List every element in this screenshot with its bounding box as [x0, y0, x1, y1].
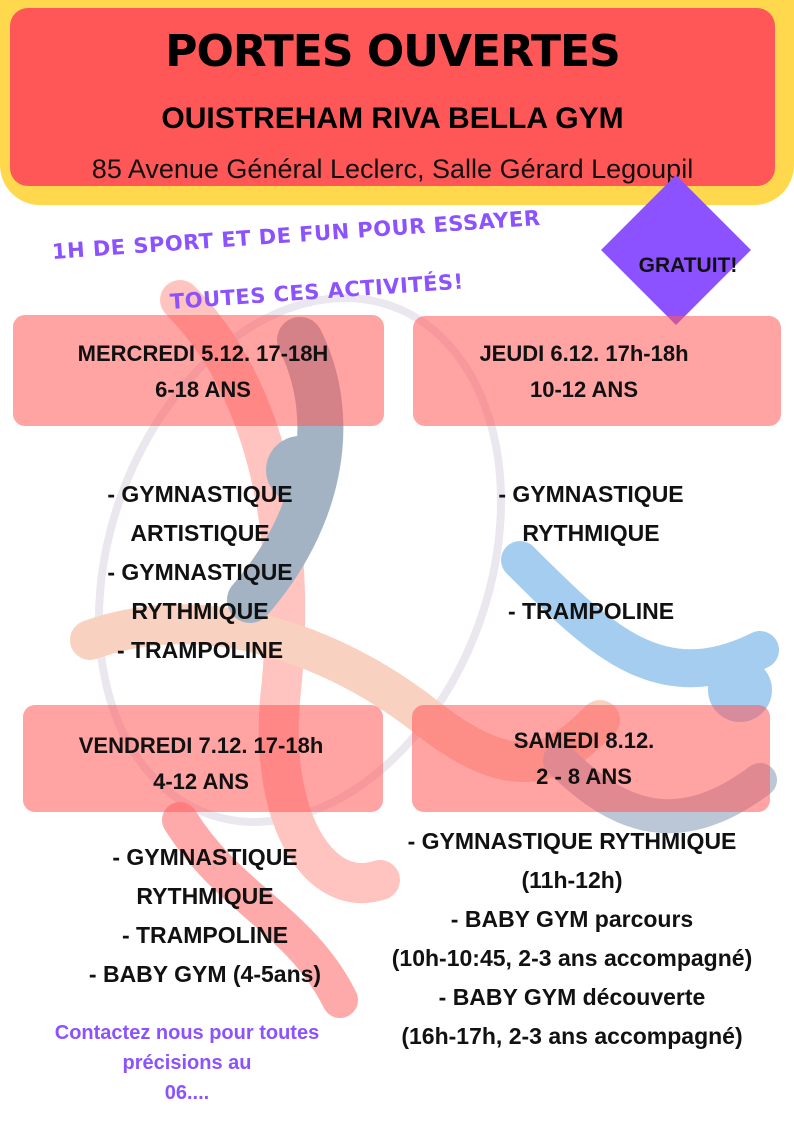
- activities-saturday: [355, 822, 789, 1056]
- activity-line: [398, 553, 784, 592]
- session-header-saturday: [398, 723, 770, 795]
- session-header-wednesday: [13, 336, 393, 408]
- activities-thursday: [398, 475, 784, 631]
- free-badge-label: GRATUIT!: [638, 254, 738, 277]
- session-ages: 6-18 ANS: [155, 377, 251, 402]
- slogan-line-2: TOUTES CES ACTIVITÉS!: [169, 269, 465, 314]
- contact-phone: 06....: [164, 1082, 210, 1104]
- slogan-line-1: 1H DE SPORT ET DE FUN POUR ESSAYER: [51, 205, 542, 264]
- session-day: MERCREDI 5.12. 17-18H: [77, 341, 329, 366]
- activity-line: - BABY GYM découverte: [438, 984, 706, 1010]
- activity-line: RYTHMIQUE: [131, 598, 269, 624]
- contact-line-1: Contactez nous pour toutes: [54, 1022, 320, 1044]
- activity-line: - GYMNASTIQUE: [107, 481, 293, 507]
- activities-wednesday: [15, 475, 385, 670]
- activity-line: - BABY GYM parcours: [450, 906, 694, 932]
- contact-line-2: précisions au: [122, 1052, 252, 1074]
- activity-line: - TRAMPOLINE: [507, 598, 675, 624]
- session-header-friday: [23, 728, 379, 800]
- page-title: PORTES OUVERTES: [165, 26, 620, 77]
- session-day: JEUDI 6.12. 17h-18h: [479, 341, 689, 366]
- activity-line: ARTISTIQUE: [130, 520, 270, 546]
- session-header-thursday: [398, 336, 770, 408]
- activity-line: (11h-12h): [521, 867, 623, 893]
- activity-line: (10h-10:45, 2-3 ans accompagné): [391, 945, 753, 971]
- activity-line: - TRAMPOLINE: [121, 922, 289, 948]
- activity-line: - GYMNASTIQUE: [107, 559, 293, 585]
- session-ages: 10-12 ANS: [529, 377, 638, 402]
- activity-line: - GYMNASTIQUE: [112, 844, 298, 870]
- session-ages: 2 - 8 ANS: [536, 764, 632, 789]
- activity-line: RYTHMIQUE: [136, 883, 274, 909]
- activity-line: - TRAMPOLINE: [116, 637, 284, 663]
- activity-line: - GYMNASTIQUE RYTHMIQUE: [407, 828, 737, 854]
- club-name: OUISTREHAM RIVA BELLA GYM: [161, 102, 624, 135]
- session-ages: 4-12 ANS: [153, 769, 249, 794]
- session-day: SAMEDI 8.12.: [513, 728, 655, 753]
- contact-info: [22, 1018, 352, 1108]
- activity-line: (16h-17h, 2-3 ans accompagné): [401, 1023, 743, 1049]
- session-day: VENDREDI 7.12. 17-18h: [78, 733, 324, 758]
- activity-line: RYTHMIQUE: [522, 520, 660, 546]
- activity-line: - GYMNASTIQUE: [498, 481, 684, 507]
- activity-line: - BABY GYM (4-5ans): [88, 961, 322, 987]
- activities-friday: [15, 838, 395, 994]
- club-address: 85 Avenue Général Leclerc, Salle Gérard Legoupil: [91, 154, 694, 184]
